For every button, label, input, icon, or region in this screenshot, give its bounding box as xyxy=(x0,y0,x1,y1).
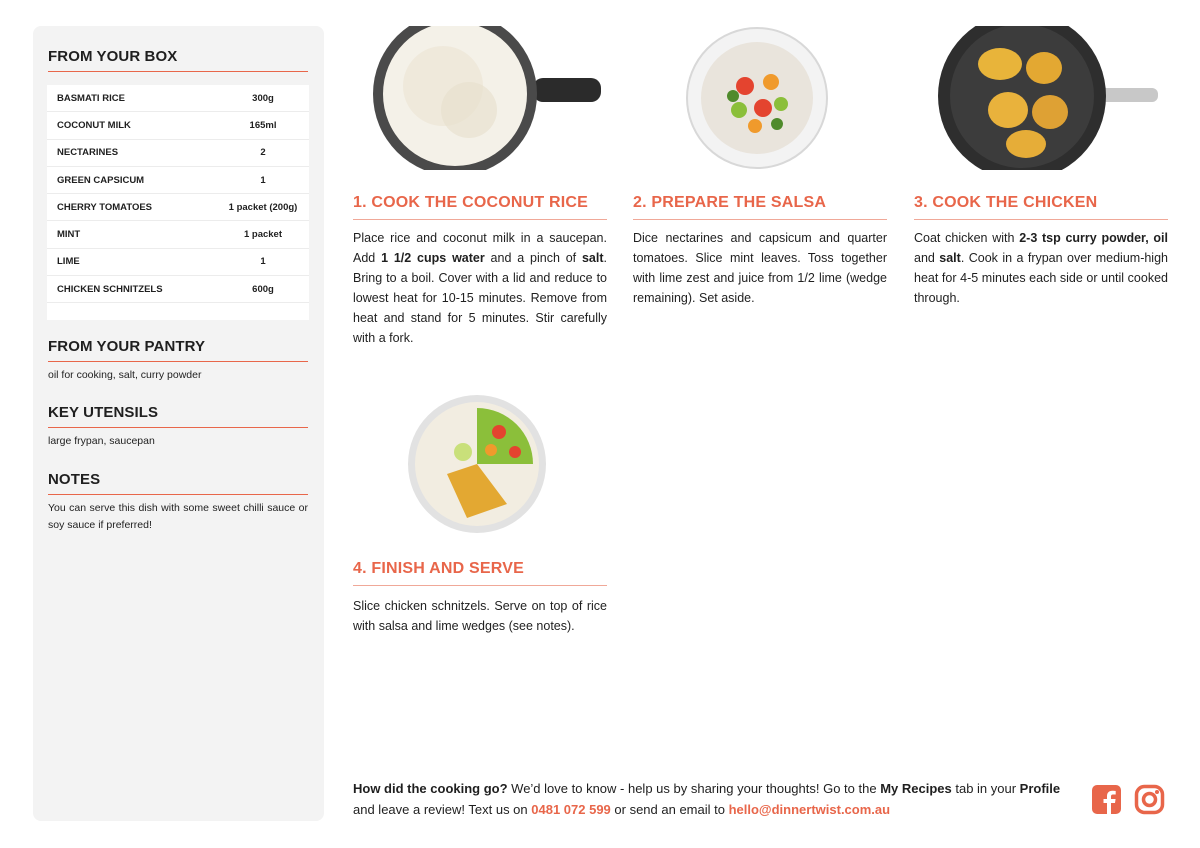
facebook-icon[interactable] xyxy=(1091,784,1122,815)
step-1-body: Place rice and coconut milk in a saucepan. Add 1 1/2 cups water and a pinch of salt. Bring to a boil. Cover with a lid and reduce to lowest heat for 10-15 minutes. Remove from heat and stand for 5 minutes. Stir carefully with a fork. xyxy=(353,231,608,345)
ingredient-qty: 2 xyxy=(260,147,266,159)
step-1-title: 1. COOK THE COCONUT RICE xyxy=(353,194,607,220)
table-row xyxy=(47,276,309,303)
step-3-title: 3. COOK THE CHICKEN xyxy=(914,194,1168,220)
ingredient-name: BASMATI RICE xyxy=(57,92,125,104)
step-2-title: 2. PREPARE THE SALSA xyxy=(633,194,887,220)
step-3-body: Coat chicken with 2-3 tsp curry powder, oil and salt. Cook in a frypan over medium-high heat for 4-5 minutes each side or until cooked through. xyxy=(914,231,1168,305)
ingredient-qty: 300g xyxy=(252,92,274,104)
salsa-bowl-photo xyxy=(685,26,829,170)
from-your-pantry-title: FROM YOUR PANTRY xyxy=(48,338,308,362)
ingredient-qty: 1 xyxy=(260,256,266,268)
feedback-footer xyxy=(353,778,1073,820)
ingredient-name: MINT xyxy=(57,229,81,241)
ingredients-sidebar xyxy=(33,26,324,821)
table-row xyxy=(47,112,309,139)
footer-text: or send an email to xyxy=(610,802,729,817)
table-row xyxy=(47,85,309,112)
pantry-text: oil for cooking, salt, curry powder xyxy=(48,369,202,381)
step-4-title: 4. FINISH AND SERVE xyxy=(353,560,607,586)
ingredient-name: CHERRY TOMATOES xyxy=(57,201,153,213)
footer-text: and leave a review! Text us on xyxy=(353,802,532,817)
notes-title: NOTES xyxy=(48,471,308,495)
step-4 xyxy=(353,394,607,644)
ingredient-qty: 165ml xyxy=(249,119,277,131)
instagram-icon[interactable] xyxy=(1134,784,1165,815)
step-3 xyxy=(914,26,1168,326)
step-2 xyxy=(633,26,887,326)
table-row xyxy=(47,194,309,221)
table-row xyxy=(47,140,309,167)
footer-text: We’d love to know - help us by sharing your thoughts! Go to the xyxy=(507,781,881,796)
rice-saucepan-photo xyxy=(373,26,603,170)
chicken-frypan-photo xyxy=(938,26,1160,170)
table-row xyxy=(47,167,309,194)
ingredient-name: COCONUT MILK xyxy=(57,119,131,131)
step-2-body: Dice nectarines and capsicum and quarter tomatoes. Slice mint leaves. Toss together with lime zest and juice from 1/2 lime (wedge remaining). Set aside. xyxy=(633,231,887,305)
footer-question: How did the cooking go? xyxy=(353,781,508,796)
table-row xyxy=(47,249,309,276)
my-recipes-link[interactable]: My Recipes xyxy=(880,781,952,796)
step-4-body: Slice chicken schnitzels. Serve on top of rice with salsa and lime wedges (see notes). xyxy=(353,599,607,633)
ingredient-name: NECTARINES xyxy=(57,147,119,159)
utensils-text: large frypan, saucepan xyxy=(48,435,155,447)
plated-dish-photo xyxy=(407,394,547,534)
ingredient-qty: 1 xyxy=(260,174,266,186)
phone-link[interactable]: 0481 072 599 xyxy=(531,802,611,817)
ingredient-qty: 600g xyxy=(252,283,274,295)
ingredient-name: CHICKEN SCHNITZELS xyxy=(57,283,163,295)
ingredient-name: LIME xyxy=(57,256,80,268)
footer-text: tab in your xyxy=(951,781,1020,796)
notes-text: You can serve this dish with some sweet chilli sauce or soy sauce if preferred! xyxy=(48,502,308,531)
ingredient-qty: 1 packet xyxy=(243,229,283,241)
table-row xyxy=(47,221,309,248)
from-your-box-title: FROM YOUR BOX xyxy=(48,48,308,72)
profile-link[interactable]: Profile xyxy=(1019,781,1061,796)
ingredient-name: GREEN CAPSICUM xyxy=(57,174,145,186)
ingredient-qty: 1 packet (200g) xyxy=(228,201,298,213)
step-1 xyxy=(353,26,607,356)
ingredients-table xyxy=(47,85,309,320)
email-link[interactable]: hello@dinnertwist.com.au xyxy=(728,802,891,817)
key-utensils-title: KEY UTENSILS xyxy=(48,404,308,428)
